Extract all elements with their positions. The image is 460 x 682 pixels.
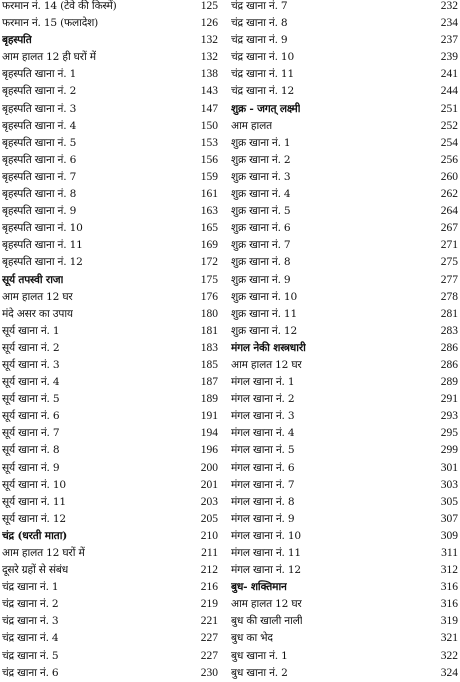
toc-entry-page-number: 239 (440, 51, 458, 64)
toc-entry (231, 83, 458, 100)
toc-entry-page-number: 316 (440, 598, 458, 611)
toc-entry (2, 494, 218, 511)
toc-entry-title: बृहस्पति खाना नं. 12 (2, 256, 83, 269)
toc-entry-page-number: 183 (200, 341, 218, 354)
toc-entry (2, 118, 218, 135)
toc-entry-title: बृहस्पति खाना नं. 1 (2, 68, 77, 81)
toc-entry (231, 118, 458, 135)
toc-entry-page-number: 163 (200, 205, 218, 218)
toc-entry-page-number: 132 (200, 51, 218, 64)
toc-entry (231, 323, 458, 340)
toc-entry-page-number: 138 (200, 68, 218, 81)
toc-entry-page-number: 156 (200, 153, 218, 166)
toc-entry-page-number: 251 (440, 102, 458, 115)
toc-entry (2, 152, 218, 169)
toc-entry (231, 152, 458, 169)
toc-entry (231, 32, 458, 49)
toc-section-heading (231, 340, 458, 357)
toc-entry-page-number: 283 (440, 324, 458, 337)
toc-entry (231, 272, 458, 289)
toc-entry (231, 425, 458, 442)
toc-entry-title: शुक्र खाना नं. 4 (231, 188, 291, 201)
toc-entry-page-number: 161 (200, 188, 218, 201)
toc-entry (2, 306, 218, 323)
toc-entry-page-number: 227 (200, 632, 218, 645)
toc-entry-page-number: 227 (200, 649, 218, 662)
toc-entry-page-number: 210 (200, 529, 218, 542)
toc-entry-page-number: 311 (441, 547, 458, 559)
toc-entry-page-number: 234 (440, 17, 458, 30)
toc-entry-page-number: 286 (440, 358, 458, 371)
toc-entry (2, 408, 218, 425)
toc-entry-page-number: 132 (200, 34, 218, 47)
toc-entry-title: आम हालत 12 ही घरों में (2, 51, 96, 64)
toc-entry (231, 254, 458, 271)
toc-entry-page-number: 262 (440, 188, 458, 201)
toc-entry-title: सूर्य खाना नं. 6 (2, 410, 60, 423)
toc-entry-page-number: 260 (440, 170, 458, 183)
toc-entry (231, 511, 458, 528)
toc-entry-title: आम हालत 12 घर (231, 358, 302, 371)
toc-entry-title: सूर्य तपस्वी राजा (2, 273, 64, 286)
toc-entry (2, 630, 218, 647)
toc-entry-page-number: 316 (440, 581, 458, 594)
toc-entry (231, 630, 458, 647)
toc-entry (2, 135, 218, 152)
toc-entry (2, 596, 218, 613)
toc-entry (231, 306, 458, 323)
toc-entry-title: आम हालत (231, 119, 272, 132)
toc-entry-page-number: 230 (200, 666, 218, 679)
toc-entry-page-number: 126 (200, 17, 218, 30)
toc-entry (231, 477, 458, 494)
toc-entry-page-number: 180 (200, 307, 218, 320)
toc-section-heading (2, 32, 218, 49)
toc-entry-title: चंद्र खाना नं. 3 (2, 615, 59, 628)
toc-entry-title: दूसरे ग्रहों से संबंध (2, 564, 69, 577)
toc-entry-title: बृहस्पति खाना नं. 2 (2, 85, 77, 98)
toc-entry-title: चंद्र खाना नं. 10 (231, 51, 295, 64)
toc-entry (2, 425, 218, 442)
toc-entry (2, 237, 218, 254)
toc-entry-title: बुध- शक्तिमान (231, 581, 287, 594)
toc-entry-page-number: 293 (440, 410, 458, 423)
toc-entry (231, 203, 458, 220)
toc-entry-page-number: 244 (440, 85, 458, 98)
toc-entry-title: शुक्र खाना नं. 2 (231, 153, 291, 166)
toc-entry (231, 408, 458, 425)
toc-entry (2, 340, 218, 357)
toc-entry-title: आम हालत 12 घर (231, 598, 302, 611)
toc-entry-page-number: 301 (440, 461, 458, 474)
toc-entry (231, 220, 458, 237)
toc-entry (231, 0, 458, 15)
toc-entry-title: शुक्र - जगत् लक्ष्मी (231, 102, 301, 115)
toc-entry-page-number: 286 (440, 341, 458, 354)
toc-entry-title: बृहस्पति खाना नं. 9 (2, 205, 77, 218)
toc-entry (2, 0, 218, 15)
toc-entry-title: चंद्र (धरती माता) (2, 529, 68, 542)
toc-entry-title: चंद्र खाना नं. 6 (2, 666, 59, 679)
toc-entry-page-number: 256 (440, 153, 458, 166)
toc-entry-title: सूर्य खाना नं. 2 (2, 341, 60, 354)
toc-entry (2, 289, 218, 306)
toc-entry-title: चंद्र खाना नं. 7 (231, 0, 288, 12)
toc-entry-title: मंगल खाना नं. 11 (231, 547, 301, 559)
toc-entry (2, 323, 218, 340)
toc-entry-page-number: 277 (440, 273, 458, 286)
toc-section-heading (2, 272, 218, 289)
toc-entry-title: चंद्र खाना नं. 2 (2, 598, 59, 611)
toc-entry-page-number: 181 (200, 324, 218, 337)
toc-entry-title: चंद्र खाना नं. 12 (231, 85, 295, 98)
toc-entry-page-number: 165 (200, 222, 218, 235)
toc-entry (2, 391, 218, 408)
toc-entry-page-number: 324 (440, 666, 458, 679)
toc-entry (231, 596, 458, 613)
toc-entry-page-number: 200 (200, 461, 218, 474)
toc-entry-title: शुक्र खाना नं. 9 (231, 273, 291, 286)
toc-entry-title: सूर्य खाना नं. 4 (2, 376, 60, 389)
toc-entry-page-number: 278 (440, 290, 458, 303)
toc-entry-title: बुध खाना नं. 2 (231, 666, 288, 679)
toc-entry-title: मंगल खाना नं. 6 (231, 461, 295, 474)
toc-entry-page-number: 143 (200, 85, 218, 98)
toc-entry-page-number: 312 (440, 564, 458, 577)
toc-entry (2, 220, 218, 237)
toc-entry-page-number: 196 (200, 444, 218, 457)
toc-entry (2, 203, 218, 220)
toc-section-heading (231, 101, 458, 118)
toc-entry-page-number: 254 (440, 136, 458, 149)
toc-entry (231, 135, 458, 152)
toc-entry-title: बृहस्पति खाना नं. 11 (2, 239, 83, 252)
toc-entry (231, 442, 458, 459)
toc-entry-page-number: 172 (200, 256, 218, 269)
toc-entry-page-number: 150 (200, 119, 218, 132)
toc-entry-page-number: 125 (200, 0, 218, 12)
toc-entry-title: चंद्र खाना नं. 8 (231, 17, 288, 30)
toc-entry-title: सूर्य खाना नं. 10 (2, 478, 66, 491)
toc-entry (231, 562, 458, 579)
toc-entry (2, 442, 218, 459)
toc-entry-title: बृहस्पति खाना नं. 10 (2, 222, 83, 235)
toc-entry (2, 477, 218, 494)
toc-entry (2, 665, 218, 682)
toc-entry-page-number: 211 (201, 547, 218, 559)
toc-entry-title: बृहस्पति खाना नं. 4 (2, 119, 77, 132)
toc-entry-title: शुक्र खाना नं. 5 (231, 205, 291, 218)
toc-entry-title: सूर्य खाना नं. 8 (2, 444, 60, 457)
toc-entry (231, 289, 458, 306)
toc-entry (2, 49, 218, 66)
toc-entry-page-number: 203 (200, 495, 218, 508)
toc-entry (2, 169, 218, 186)
toc-entry-page-number: 322 (440, 649, 458, 662)
toc-entry-title: शुक्र खाना नं. 3 (231, 170, 291, 183)
toc-entry-title: मंगल खाना नं. 2 (231, 393, 295, 406)
toc-entry-page-number: 291 (440, 393, 458, 406)
toc-entry (231, 49, 458, 66)
toc-entry-title: बृहस्पति खाना नं. 8 (2, 188, 77, 201)
toc-entry-title: बृहस्पति खाना नं. 3 (2, 102, 77, 115)
toc-entry (2, 545, 218, 562)
toc-entry-title: मंगल खाना नं. 7 (231, 478, 295, 491)
toc-entry-title: मंगल खाना नं. 9 (231, 512, 295, 525)
toc-entry-title: मंदे असर का उपाय (2, 307, 73, 320)
toc-entry-title: फरमान नं. 15 (फलादेश) (2, 17, 99, 30)
toc-entry-title: बृहस्पति खाना नं. 7 (2, 170, 77, 183)
toc-entry (231, 545, 458, 562)
toc-entry-title: चंद्र खाना नं. 1 (2, 581, 59, 594)
toc-entry (2, 460, 218, 477)
toc-entry-title: बृहस्पति खाना नं. 5 (2, 136, 77, 149)
toc-entry (231, 15, 458, 32)
toc-entry-page-number: 321 (440, 632, 458, 645)
toc-entry-page-number: 267 (440, 222, 458, 235)
toc-entry-title: सूर्य खाना नं. 3 (2, 358, 60, 371)
toc-entry-title: चंद्र खाना नं. 5 (2, 649, 59, 662)
toc-entry-page-number: 289 (440, 376, 458, 389)
toc-entry-page-number: 299 (440, 444, 458, 457)
toc-entry (2, 357, 218, 374)
toc-entry-page-number: 271 (440, 239, 458, 252)
toc-entry-page-number: 189 (200, 393, 218, 406)
toc-entry-title: फरमान नं. 14 (टेवे की किस्में) (2, 0, 117, 12)
toc-entry-page-number: 205 (200, 512, 218, 525)
toc-entry-page-number: 303 (440, 478, 458, 491)
toc-entry (231, 374, 458, 391)
toc-entry-title: बुध की खाली नाली (231, 615, 303, 628)
toc-entry-title: चंद्र खाना नं. 4 (2, 632, 59, 645)
toc-entry (231, 66, 458, 83)
toc-entry-title: सूर्य खाना नं. 1 (2, 324, 60, 337)
toc-entry-title: मंगल खाना नं. 4 (231, 427, 295, 440)
toc-entry-page-number: 319 (440, 615, 458, 628)
toc-entry-title: चंद्र खाना नं. 11 (231, 68, 295, 81)
toc-entry-title: शुक्र खाना नं. 11 (231, 307, 298, 320)
toc-right-column (231, 0, 458, 682)
toc-entry-page-number: 221 (200, 615, 218, 628)
toc-entry (231, 648, 458, 665)
toc-entry-page-number: 159 (200, 170, 218, 183)
toc-entry-title: मंगल खाना नं. 3 (231, 410, 295, 423)
toc-entry-page-number: 307 (440, 512, 458, 525)
toc-entry-title: मंगल खाना नं. 8 (231, 495, 295, 508)
toc-entry-title: चंद्र खाना नं. 9 (231, 34, 288, 47)
toc-entry (231, 237, 458, 254)
toc-entry (231, 357, 458, 374)
toc-left-column (2, 0, 218, 682)
toc-entry (231, 391, 458, 408)
toc-entry-page-number: 185 (200, 358, 218, 371)
toc-entry-title: शुक्र खाना नं. 8 (231, 256, 291, 269)
toc-entry-title: शुक्र खाना नं. 10 (231, 290, 298, 303)
toc-entry-page-number: 275 (440, 256, 458, 269)
toc-entry-page-number: 237 (440, 34, 458, 47)
toc-entry-title: मंगल खाना नं. 12 (231, 564, 301, 577)
toc-entry (2, 186, 218, 203)
toc-entry (231, 186, 458, 203)
toc-entry-title: सूर्य खाना नं. 5 (2, 393, 60, 406)
toc-entry-page-number: 187 (200, 376, 218, 389)
toc-entry-page-number: 169 (200, 239, 218, 252)
toc-entry (2, 66, 218, 83)
toc-entry-page-number: 147 (200, 102, 218, 115)
toc-entry (2, 15, 218, 32)
toc-entry (231, 665, 458, 682)
toc-entry-page-number: 309 (440, 529, 458, 542)
toc-entry-title: आम हालत 12 घरों में (2, 547, 85, 559)
toc-entry-title: बृहस्पति (2, 34, 32, 47)
toc-entry-page-number: 191 (200, 410, 218, 423)
toc-entry-page-number: 281 (440, 307, 458, 320)
toc-entry (2, 83, 218, 100)
toc-entry-title: बुध खाना नं. 1 (231, 649, 288, 662)
toc-section-heading (2, 528, 218, 545)
toc-entry-title: सूर्य खाना नं. 12 (2, 512, 66, 525)
toc-entry-title: सूर्य खाना नं. 7 (2, 427, 60, 440)
toc-entry-title: सूर्य खाना नं. 9 (2, 461, 60, 474)
toc-entry-title: सूर्य खाना नं. 11 (2, 495, 66, 508)
toc-entry-title: शुक्र खाना नं. 6 (231, 222, 291, 235)
toc-entry (231, 494, 458, 511)
toc-entry-page-number: 241 (440, 68, 458, 81)
toc-entry (2, 101, 218, 118)
toc-entry (2, 254, 218, 271)
toc-entry-page-number: 176 (200, 290, 218, 303)
toc-section-heading (231, 579, 458, 596)
toc-entry-title: शुक्र खाना नं. 1 (231, 136, 291, 149)
toc-entry-page-number: 175 (200, 273, 218, 286)
toc-entry-title: बुध का भेद (231, 632, 273, 645)
toc-entry (231, 169, 458, 186)
toc-entry-title: मंगल नेकी शस्त्रधारी (231, 341, 306, 354)
toc-entry (231, 460, 458, 477)
toc-entry-page-number: 305 (440, 495, 458, 508)
toc-entry-page-number: 216 (200, 581, 218, 594)
toc-entry (2, 374, 218, 391)
toc-entry-title: मंगल खाना नं. 1 (231, 376, 295, 389)
toc-entry-page-number: 194 (200, 427, 218, 440)
toc-entry-page-number: 295 (440, 427, 458, 440)
toc-entry-page-number: 264 (440, 205, 458, 218)
toc-entry (2, 579, 218, 596)
toc-entry (2, 511, 218, 528)
toc-entry-title: बृहस्पति खाना नं. 6 (2, 153, 77, 166)
toc-entry-page-number: 153 (200, 136, 218, 149)
toc-entry (2, 562, 218, 579)
toc-entry (2, 648, 218, 665)
toc-entry (231, 528, 458, 545)
toc-entry-page-number: 232 (440, 0, 458, 12)
toc-entry-page-number: 219 (200, 598, 218, 611)
toc-entry-title: शुक्र खाना नं. 12 (231, 324, 298, 337)
toc-entry-page-number: 201 (200, 478, 218, 491)
toc-entry-title: मंगल खाना नं. 10 (231, 529, 301, 542)
toc-entry-page-number: 212 (200, 564, 218, 577)
toc-entry-title: आम हालत 12 घर (2, 290, 73, 303)
toc-entry-title: शुक्र खाना नं. 7 (231, 239, 291, 252)
toc-entry-page-number: 252 (440, 119, 458, 132)
toc-entry-title: मंगल खाना नं. 5 (231, 444, 295, 457)
